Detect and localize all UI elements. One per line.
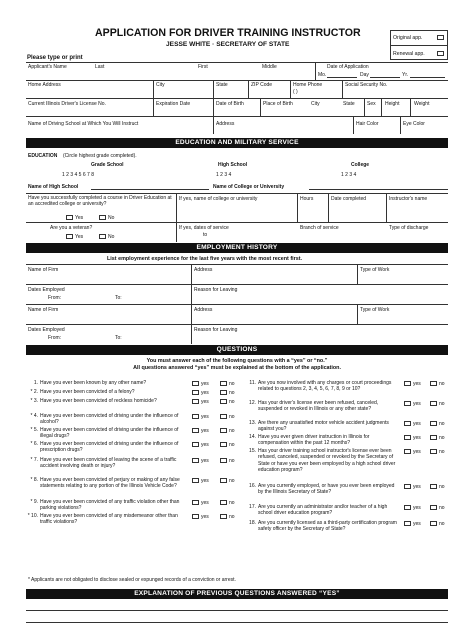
sex-label: Sex <box>367 101 376 107</box>
questions-footnote: * Applicants are not obligated to disclose sealed or expunged records of a conviction or arrest. <box>28 577 236 583</box>
education-bar: EDUCATION AND MILITARY SERVICE <box>26 138 448 148</box>
question-yes-option[interactable] <box>192 458 209 464</box>
hours-label: Hours <box>300 196 314 202</box>
question-text: Are you currently an administrator and/or teacher of a high school driver education program? <box>258 504 388 517</box>
yes-label: yes <box>201 500 209 506</box>
question-no-checkbox[interactable] <box>220 390 227 395</box>
yes-label: yes <box>201 390 209 396</box>
education-label: EDUCATION <box>28 153 58 159</box>
course-yes[interactable] <box>66 215 83 221</box>
grade-school-numbers[interactable]: 1 2 3 4 5 6 7 8 <box>62 172 94 178</box>
question-no-checkbox[interactable] <box>220 500 227 505</box>
discharge-label: Type of discharge <box>389 225 429 231</box>
question-yes-option[interactable] <box>192 390 209 396</box>
weight-label: Weight <box>414 101 430 107</box>
no-label: no <box>229 399 235 405</box>
please-type-note: Please type or print <box>27 55 83 61</box>
question-text: Have you ever been convicted of leaving the scene of a traffic accident involving death or injury? <box>40 457 177 470</box>
question-text: Has your driver training school instructor's license ever been refused, canceled, suspended or revoked by the Secretary of State or have you ever been employed by a high school driver education program? <box>258 448 396 474</box>
question-number: * 7. <box>30 457 38 463</box>
no-label: No <box>108 215 115 221</box>
question-yes-option[interactable] <box>404 484 421 490</box>
course-no-checkbox[interactable] <box>99 215 106 220</box>
question-number: 1. <box>33 380 38 386</box>
firm-1-type-label: Type of Work <box>360 267 390 273</box>
no-label: no <box>229 390 235 396</box>
middle-label: Middle <box>262 64 277 70</box>
yes-label: yes <box>413 521 421 527</box>
question-yes-checkbox[interactable] <box>404 381 411 386</box>
dob-label: Date of Birth <box>216 101 244 107</box>
question-no-checkbox[interactable] <box>430 421 437 426</box>
question-text: Are you now involved with any charges or court proceedings related to questions 2, 3, 4, 5, 6, 7, 8, 9 or 10? <box>258 380 392 393</box>
question-yes-checkbox[interactable] <box>192 514 199 519</box>
yes-label: yes <box>201 399 209 405</box>
service-to-label: to <box>203 232 208 238</box>
question-number: * 3. <box>30 398 38 404</box>
instructor-name-label: Instructor's name <box>389 196 428 202</box>
firm-2-type-label: Type of Work <box>360 307 390 313</box>
firm-2-to-label: To: <box>115 335 122 341</box>
question-yes-checkbox[interactable] <box>192 381 199 386</box>
question-number: 14. <box>249 434 256 440</box>
original-app-label: Original app. <box>393 35 423 41</box>
veteran-yes[interactable] <box>66 234 83 240</box>
no-label: no <box>229 381 235 387</box>
firm-2-label: Name of Firm <box>28 307 59 313</box>
question-text: Have you ever been convicted of reckless homicide? <box>40 398 157 404</box>
height-label: Height <box>385 101 400 107</box>
question-yes-checkbox[interactable] <box>404 484 411 489</box>
no-label: no <box>439 435 445 441</box>
yes-label: yes <box>413 421 421 427</box>
yes-label: yes <box>201 514 209 520</box>
no-label: no <box>229 458 235 464</box>
question-yes-option[interactable] <box>192 478 209 484</box>
no-label: no <box>439 505 445 511</box>
question-no-option[interactable] <box>220 399 235 405</box>
question-no-option[interactable] <box>430 484 445 490</box>
yes-label: Yes <box>75 234 84 240</box>
question-no-checkbox[interactable] <box>220 442 227 447</box>
no-label: no <box>229 500 235 506</box>
yes-label: yes <box>413 435 421 441</box>
question-text: Have you ever been convicted of any misdemeanor other than traffic violations? <box>40 513 178 526</box>
question-number: * 2. <box>30 389 38 395</box>
question-yes-option[interactable] <box>404 421 421 427</box>
question-no-option[interactable] <box>430 521 445 527</box>
question-yes-option[interactable] <box>404 505 421 511</box>
question-no-option[interactable] <box>430 381 445 387</box>
high-school-label: High School <box>218 162 248 168</box>
eye-color-label: Eye Color <box>403 121 425 127</box>
firm-1-to-label: To: <box>115 295 122 301</box>
no-label: No <box>108 234 115 240</box>
no-label: no <box>229 442 235 448</box>
state-label: State <box>216 82 228 88</box>
form-title: APPLICATION FOR DRIVER TRAINING INSTRUCTOR <box>95 27 361 39</box>
question-no-checkbox[interactable] <box>220 414 227 419</box>
question-no-checkbox[interactable] <box>430 435 437 440</box>
no-label: no <box>229 514 235 520</box>
question-number: 15. <box>249 448 256 454</box>
question-no-option[interactable] <box>430 435 445 441</box>
question-yes-option[interactable] <box>192 442 209 448</box>
question-number: 13. <box>249 420 256 426</box>
question-number: 18. <box>249 520 256 526</box>
question-yes-option[interactable] <box>192 381 209 387</box>
question-no-option[interactable] <box>220 514 235 520</box>
no-label: no <box>229 428 235 434</box>
course-no[interactable] <box>99 215 114 221</box>
applicant-name-field[interactable] <box>26 70 314 80</box>
firm-1-from-label: From: <box>48 295 62 301</box>
yes-label: yes <box>413 449 421 455</box>
question-no-option[interactable] <box>220 458 235 464</box>
yes-label: yes <box>413 484 421 490</box>
question-yes-checkbox[interactable] <box>192 500 199 505</box>
home-phone-label: Home Phone <box>293 82 323 88</box>
question-yes-checkbox[interactable] <box>192 442 199 447</box>
no-label: no <box>439 521 445 527</box>
question-number: 12. <box>249 400 256 406</box>
no-label: no <box>439 421 445 427</box>
day-label: Day <box>360 72 369 78</box>
explanation-line[interactable] <box>26 622 448 623</box>
question-text: Are you currently licensed as a third-party certification program safety officer by the Secretary of State? <box>258 520 397 533</box>
city-label: City <box>156 82 165 88</box>
renewal-app-label: Renewal app. <box>393 51 425 57</box>
questions-intro-2: All questions answered “yes” must be explained at the bottom of the application. <box>133 365 341 371</box>
question-yes-option[interactable] <box>192 399 209 405</box>
question-number: * 6. <box>30 441 38 447</box>
question-no-checkbox[interactable] <box>220 399 227 404</box>
question-no-option[interactable] <box>220 414 235 420</box>
question-no-option[interactable] <box>220 428 235 434</box>
question-number: 16. <box>249 483 256 489</box>
question-no-option[interactable] <box>220 390 235 396</box>
course-question: Have you successfully completed a course in Driver Education at an accredited college or university? <box>28 195 172 208</box>
question-number: 11. <box>249 380 256 386</box>
question-number: * 9. <box>30 499 38 505</box>
if-yes-service-label: If yes, dates of service <box>179 225 229 231</box>
question-text: Has your driver's license ever been refused, canceled, suspended or revoked in Illinois or any other state? <box>258 400 379 413</box>
veteran-question: Are you a veteran? <box>50 225 93 231</box>
question-yes-option[interactable] <box>192 514 209 520</box>
firm-1-label: Name of Firm <box>28 267 59 273</box>
question-text: Have you ever been convicted of driving under the influence of illegal drugs? <box>40 427 179 440</box>
question-text: Are you currently employed, or have you ever been employed by the Illinois Secretary of State? <box>258 483 395 496</box>
question-no-checkbox[interactable] <box>430 381 437 386</box>
question-yes-checkbox[interactable] <box>404 449 411 454</box>
question-no-option[interactable] <box>220 442 235 448</box>
no-label: no <box>229 414 235 420</box>
question-number: * 4. <box>30 413 38 419</box>
question-no-checkbox[interactable] <box>220 514 227 519</box>
question-number: 17. <box>249 504 256 510</box>
grade-school-label: Grade School <box>91 162 124 168</box>
question-yes-checkbox[interactable] <box>404 401 411 406</box>
zip-label: ZIP Code <box>251 82 273 88</box>
question-no-option[interactable] <box>220 500 235 506</box>
question-yes-option[interactable] <box>404 521 421 527</box>
original-app-checkbox[interactable] <box>437 35 444 40</box>
first-label: First <box>198 64 208 70</box>
question-yes-checkbox[interactable] <box>192 478 199 483</box>
yes-label: yes <box>201 428 209 434</box>
question-text: Have you ever given driver instruction in Illinois for compensation within the past 12 months? <box>258 434 370 447</box>
question-yes-checkbox[interactable] <box>404 421 411 426</box>
explanation-line[interactable] <box>26 610 448 611</box>
firm-2-from-label: From: <box>48 335 62 341</box>
question-yes-option[interactable] <box>404 435 421 441</box>
question-yes-checkbox[interactable] <box>404 521 411 526</box>
question-no-checkbox[interactable] <box>430 521 437 526</box>
question-yes-checkbox[interactable] <box>192 428 199 433</box>
employment-bar: EMPLOYMENT HISTORY <box>26 243 448 253</box>
question-no-checkbox[interactable] <box>430 449 437 454</box>
explanation-bar: EXPLANATION OF PREVIOUS QUESTIONS ANSWERED “YES” <box>26 589 448 599</box>
date-completed-label: Date completed <box>331 196 367 202</box>
question-text: Are there any unsatisfied motor vehicle accident judgments against you? <box>258 420 389 433</box>
firm-1-reason-label: Reason for Leaving <box>194 287 238 293</box>
question-text: Have you ever been convicted of a felony? <box>40 389 135 395</box>
yes-label: Yes <box>75 215 84 221</box>
question-no-checkbox[interactable] <box>430 505 437 510</box>
question-yes-option[interactable] <box>404 401 421 407</box>
last-label: Last <box>95 64 105 70</box>
question-text: Have you ever been known by any other name? <box>40 380 147 386</box>
question-no-option[interactable] <box>430 505 445 511</box>
veteran-no[interactable] <box>99 234 114 240</box>
college-label: College <box>351 162 370 168</box>
no-label: no <box>439 484 445 490</box>
question-yes-checkbox[interactable] <box>192 399 199 404</box>
question-text: Have you ever been convicted of perjury or making of any false statements relating to any portion of the Illinois Vehicle Code? <box>40 477 180 490</box>
license-no-label: Current Illinois Driver's License No. <box>28 101 106 107</box>
question-yes-checkbox[interactable] <box>192 414 199 419</box>
question-no-checkbox[interactable] <box>220 478 227 483</box>
applicant-name-label: Applicant's Name <box>28 64 67 70</box>
yes-label: yes <box>201 458 209 464</box>
education-note: (Circle highest grade completed). <box>63 153 137 159</box>
yes-label: yes <box>201 478 209 484</box>
firm-2-address-label: Address <box>194 307 213 313</box>
question-yes-option[interactable] <box>192 414 209 420</box>
yes-label: yes <box>201 414 209 420</box>
question-no-option[interactable] <box>220 478 235 484</box>
firm-2-dates-label: Dates Employed <box>28 327 65 333</box>
question-no-checkbox[interactable] <box>220 428 227 433</box>
renewal-app-checkbox[interactable] <box>437 51 444 56</box>
veteran-no-checkbox[interactable] <box>99 234 106 239</box>
yr-label: Yr. <box>402 72 409 78</box>
yes-label: yes <box>201 381 209 387</box>
school-name-label: Name of Driving School at Which You Will Instruct <box>28 121 139 127</box>
question-no-option[interactable] <box>220 381 235 387</box>
question-yes-checkbox[interactable] <box>404 505 411 510</box>
question-yes-checkbox[interactable] <box>192 458 199 463</box>
question-no-option[interactable] <box>430 421 445 427</box>
no-label: no <box>439 449 445 455</box>
question-no-checkbox[interactable] <box>430 401 437 406</box>
if-yes-college-label: If yes, name of college or university <box>179 196 258 202</box>
school-address-label: Address <box>216 121 235 127</box>
date-of-application-label: Date of Application <box>327 64 369 70</box>
yes-label: yes <box>201 442 209 448</box>
question-no-option[interactable] <box>430 401 445 407</box>
pob-city-label: City <box>311 101 320 107</box>
question-text: Have you ever been convicted of driving under the influence of alcohol? <box>40 413 179 426</box>
no-label: no <box>439 401 445 407</box>
questions-bar: QUESTIONS <box>26 345 448 355</box>
question-yes-option[interactable] <box>192 428 209 434</box>
question-number: * 10. <box>27 513 38 519</box>
question-no-option[interactable] <box>430 449 445 455</box>
no-label: no <box>439 381 445 387</box>
home-address-label: Home Address <box>28 82 61 88</box>
question-text: Have you ever been convicted of any traffic violation other than parking violations? <box>40 499 180 512</box>
question-no-checkbox[interactable] <box>430 484 437 489</box>
question-yes-option[interactable] <box>404 381 421 387</box>
branch-label: Branch of service <box>300 225 339 231</box>
high-school-numbers[interactable]: 1 2 3 4 <box>216 172 232 178</box>
yes-label: yes <box>413 381 421 387</box>
firm-2-reason-label: Reason for Leaving <box>194 327 238 333</box>
mo-label: Mo. <box>318 72 327 78</box>
firm-1-address-label: Address <box>194 267 213 273</box>
college-numbers[interactable]: 1 2 3 4 <box>341 172 357 178</box>
name-college-label: Name of College or University <box>213 184 285 190</box>
question-yes-checkbox[interactable] <box>404 435 411 440</box>
pob-label: Place of Birth <box>263 101 293 107</box>
pob-state-label: State <box>343 101 355 107</box>
yes-label: yes <box>413 505 421 511</box>
no-label: no <box>229 478 235 484</box>
question-yes-option[interactable] <box>192 500 209 506</box>
form-subtitle: JESSE WHITE · SECRETARY OF STATE <box>166 41 290 48</box>
question-text: Have you ever been convicted of driving under the influence of prescription drugs? <box>40 441 179 454</box>
expiration-label: Expiration Date <box>156 101 191 107</box>
veteran-yes-checkbox[interactable] <box>66 234 73 239</box>
question-yes-checkbox[interactable] <box>192 390 199 395</box>
phone-parens: ( ) <box>293 89 298 95</box>
employment-note: List employment experience for the last five years with the most recent first. <box>107 256 303 262</box>
name-high-school-label: Name of High School <box>28 184 79 190</box>
hair-color-label: Hair Color <box>356 121 379 127</box>
question-number: * 8. <box>30 477 38 483</box>
questions-intro-1: You must answer each of the following questions with a “yes” or “no.” <box>146 358 328 364</box>
ssn-label: Social Security No. <box>345 82 388 88</box>
question-number: * 5. <box>30 427 38 433</box>
yes-label: yes <box>413 401 421 407</box>
question-no-checkbox[interactable] <box>220 458 227 463</box>
question-yes-option[interactable] <box>404 449 421 455</box>
course-yes-checkbox[interactable] <box>66 215 73 220</box>
firm-1-dates-label: Dates Employed <box>28 287 65 293</box>
question-no-checkbox[interactable] <box>220 381 227 386</box>
